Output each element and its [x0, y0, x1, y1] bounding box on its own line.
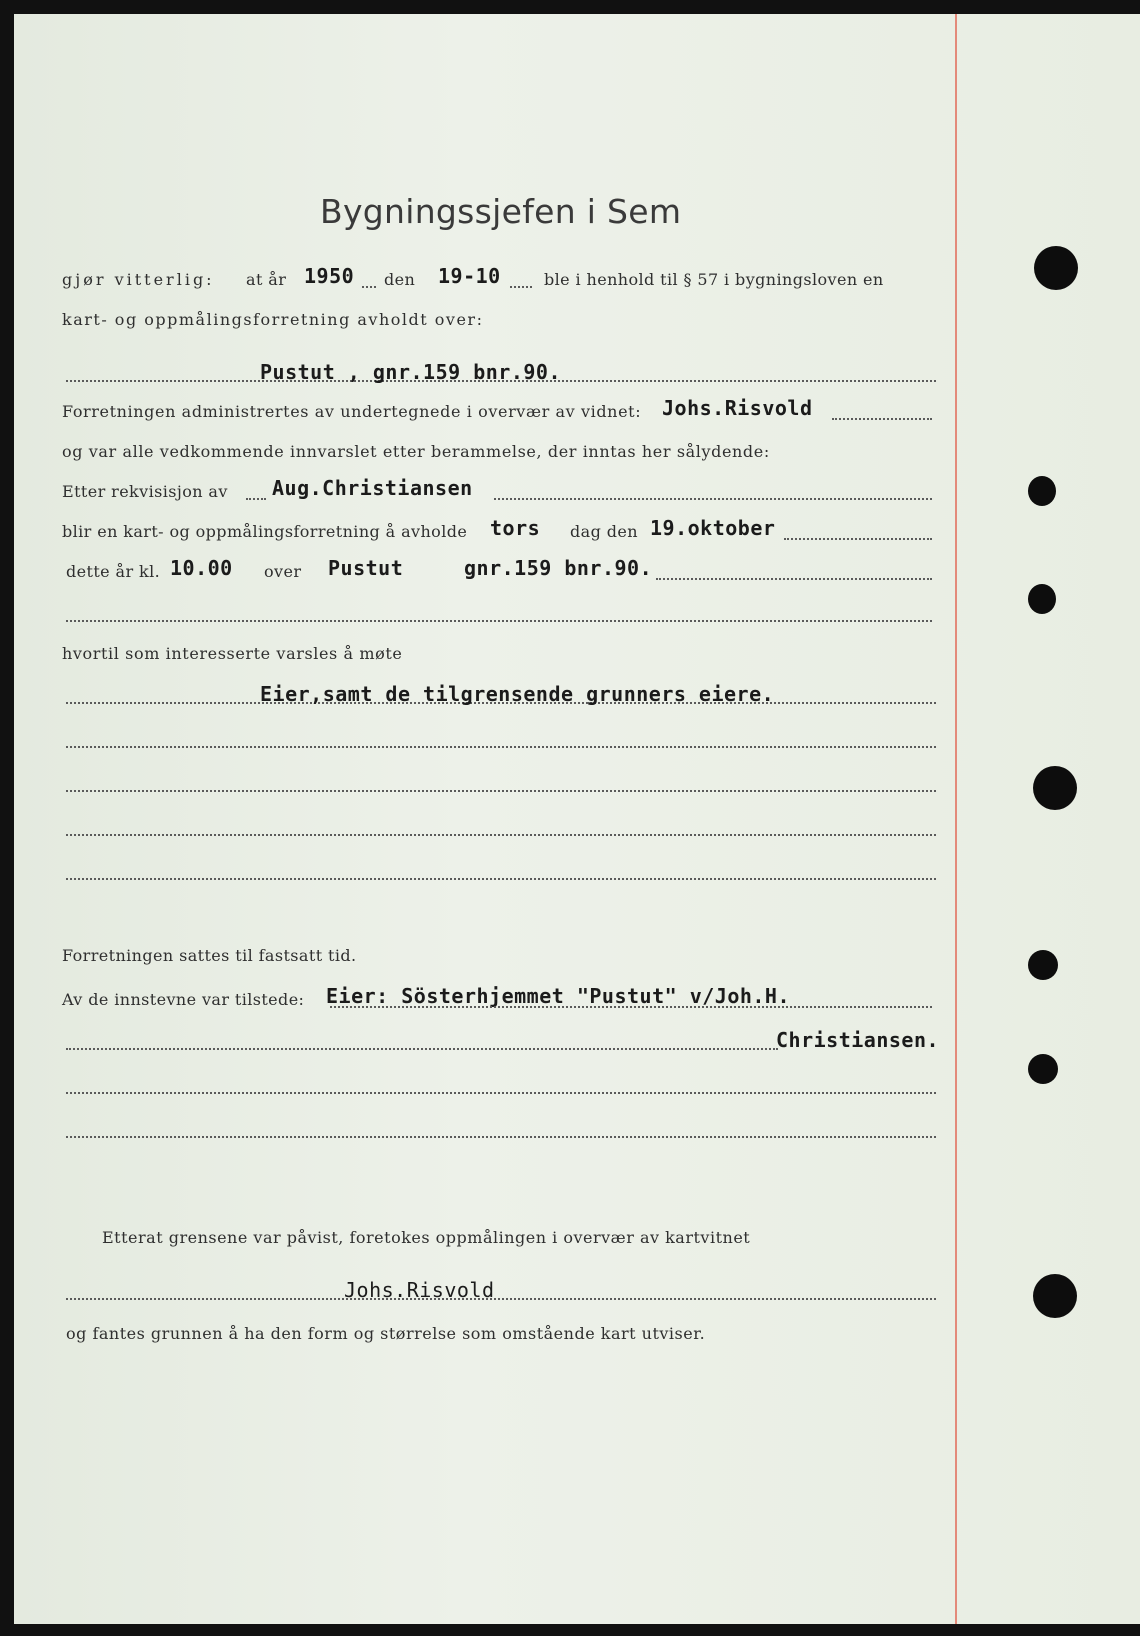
invitees-value: Eier,samt de tilgrensende grunners eiere.	[260, 682, 775, 706]
blank-line	[66, 878, 936, 880]
blank-line	[66, 1136, 936, 1138]
present-label: Av de innstevne var tilstede:	[62, 990, 305, 1009]
dotted-fill	[656, 578, 932, 580]
place-value: Pustut	[328, 556, 404, 580]
punch-hole	[1033, 766, 1077, 810]
dotted-fill	[832, 418, 932, 420]
final-line: og fantes grunnen å ha den form og størrelse som omstående kart utviser.	[66, 1324, 706, 1343]
punch-hole	[1028, 1054, 1058, 1084]
dotted-fill	[362, 286, 376, 288]
weekday-value: tors	[490, 516, 541, 540]
requisition-value: Aug.Christiansen	[272, 476, 473, 500]
invite-label: hvortil som interesserte varsles å møte	[62, 644, 403, 663]
line-den: den	[384, 270, 416, 289]
dotted-fill	[246, 498, 266, 500]
punch-hole	[1033, 1274, 1077, 1318]
year-value: 1950	[304, 264, 355, 288]
punch-hole	[1028, 584, 1056, 614]
dotted-fill	[494, 498, 932, 500]
blank-line	[66, 790, 936, 792]
page-title: Bygningssjefen i Sem	[320, 192, 682, 231]
line-prefix: gjør vitterlig:	[62, 270, 215, 289]
document-page	[14, 14, 1140, 1624]
survey-line: Etterat grensene var påvist, foretokes oppmålingen i overvær av kartvitnet	[102, 1228, 751, 1247]
property-value: Pustut , gnr.159 bnr.90.	[260, 360, 561, 384]
blank-line	[66, 1092, 936, 1094]
map-witness-underline	[66, 1298, 936, 1300]
line-at-aar: at år	[246, 270, 287, 289]
requisition-label: Etter rekvisisjon av	[62, 482, 228, 501]
punch-hole	[1028, 476, 1056, 506]
time-value: 10.00	[170, 556, 233, 580]
blank-line	[66, 620, 932, 622]
notice-line: og var alle vedkommende innvarslet etter berammelse, der inntas her sålydende:	[62, 442, 770, 461]
place-rest: gnr.159 bnr.90.	[464, 556, 653, 580]
line-suffix: ble i henhold til § 57 i bygningsloven en	[544, 270, 884, 289]
margin-rule	[955, 14, 957, 1624]
witness-label: Forretningen administrertes av undertegnede i overvær av vidnet:	[62, 402, 642, 421]
punch-hole	[1028, 950, 1058, 980]
schedule-label: blir en kart- og oppmålingsforretning å avholde	[62, 522, 468, 541]
present-value-1: Eier: Sösterhjemmet "Pustut" v/Joh.H.	[326, 984, 791, 1008]
date-value: 19-10	[438, 264, 501, 288]
punch-hole	[1034, 246, 1078, 290]
dotted-fill	[784, 538, 932, 540]
schedule-date-value: 19.oktober	[650, 516, 776, 540]
blank-line	[66, 1048, 778, 1050]
line-kart: kart- og oppmålingsforretning avholdt over:	[62, 310, 484, 329]
map-witness-value: Johs.Risvold	[344, 1278, 495, 1302]
dotted-fill	[510, 286, 532, 288]
witness-value: Johs.Risvold	[662, 396, 813, 420]
held-line: Forretningen sattes til fastsatt tid.	[62, 946, 357, 965]
blank-line	[66, 746, 936, 748]
time-label: dette år kl.	[66, 562, 161, 581]
present-underline	[330, 1006, 932, 1008]
blank-line	[66, 834, 936, 836]
schedule-label-day: dag den	[570, 522, 638, 541]
time-label-over: over	[264, 562, 302, 581]
present-value-2: Christiansen.	[776, 1028, 940, 1052]
